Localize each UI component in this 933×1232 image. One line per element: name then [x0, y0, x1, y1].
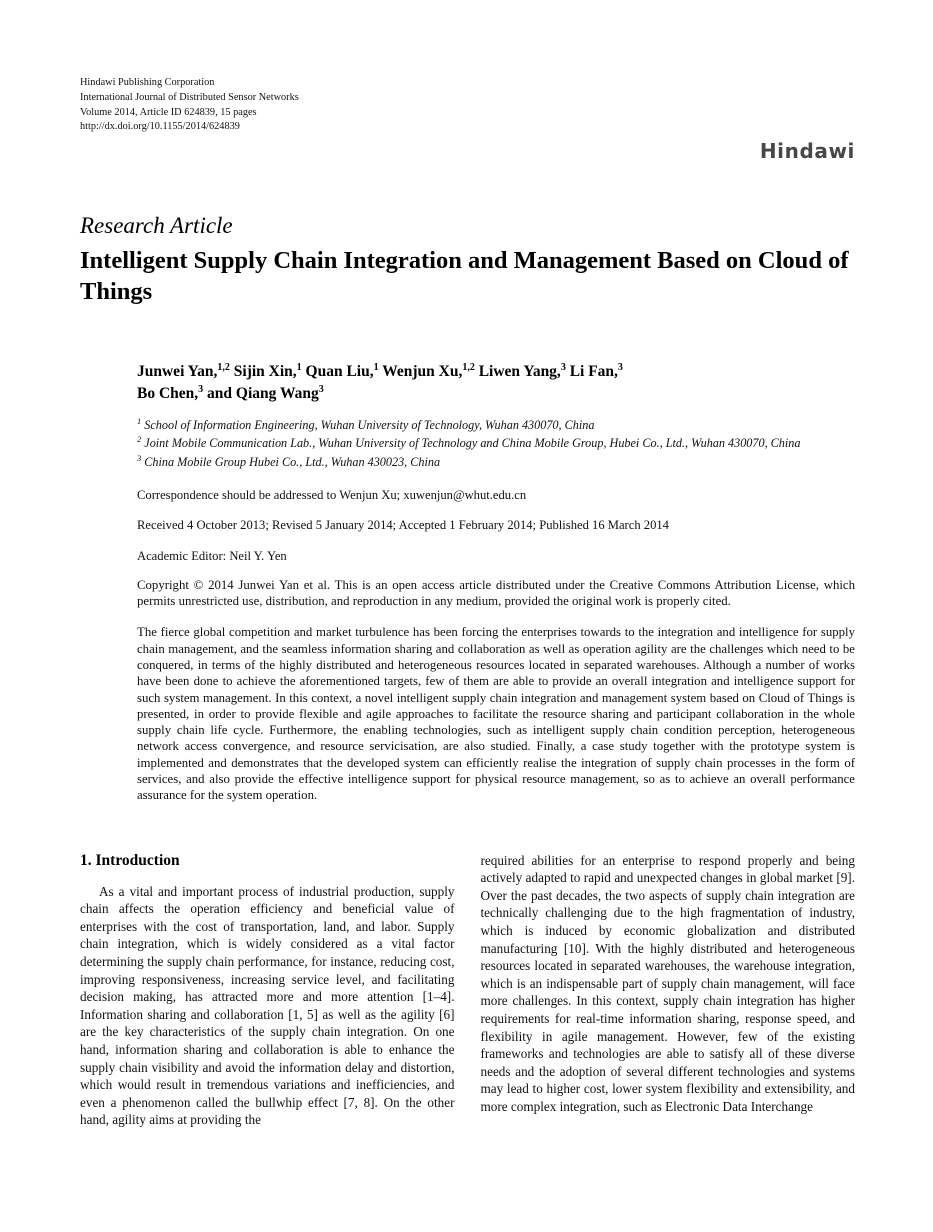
author-affiliation-ref: 1	[373, 362, 379, 374]
affiliation-list	[137, 416, 855, 471]
author-name: Li Fan,	[565, 363, 618, 381]
doi-link[interactable]: http://dx.doi.org/10.1155/2014/624839	[80, 121, 240, 133]
author-affiliation-ref: 3	[560, 362, 566, 374]
author-name: Liwen Yang,	[474, 363, 561, 381]
author-affiliation-ref: 1	[296, 362, 302, 374]
intro-paragraph-right: required abilities for an enterprise to respond properly and being actively adapted to rapid and unexpected changes in global market [9]. Over the past decades, the two aspects of supply chain integration are technically challenging due to the high fragmentation of industry, which is induced by economic globalization and distributed manufacturing [10]. With the highly distributed and heterogeneous resources located in separated warehouses, the warehouse integration, which is an indispensable part of supply chain management, will face more challenges. In this context, supply chain integration has higher requirements for real-time information sharing, response speed, and flexibility in agile management. However, few of the existing frameworks and technologies are able to satisfy all of these diverse needs and the adoption of several different technologies and systems may lead to higher cost, lower system flexibility and extensibility, and more complex integration, such as Electronic Data Interchange	[480, 852, 855, 1114]
author-name: and Qiang Wang	[203, 384, 319, 402]
copyright-text: Copyright © 2014 Junwei Yan et al. This is an open access article distributed under the Creative Commons Attribution License, which permits unrestricted use, distribution, and reproduction in any medium, provided the original work is properly cited.	[137, 577, 855, 609]
intro-paragraph-left: As a vital and important process of industrial production, supply chain affects the operation efficiency and beneficial value of enterprises with the cost of transportation, land, and labor. Supply chain integration, which is widely considered as a vital factor determining the supply chain performance, for instance, reducing cost, improving responsiveness, increasing service level, and facilitating decision making, has attracted more and more attention [1–4]. Information sharing and collaboration [1, 5] as well as the agility [6] are the key characteristics of the supply chain integration. On one hand, information sharing and collaboration is able to enhance the supply chain visibility and avoid the information delay and distortion, which would result in tremendous variations and inefficiencies, and even a phenomenon called the bullwhip effect [7, 8]. On the other hand, agility aims at providing the	[80, 883, 455, 1128]
author-affiliation-ref: 1,2	[217, 362, 230, 374]
history-line: Received 4 October 2013; Revised 5 January 2014; Accepted 1 February 2014; Published 16 March 2014	[137, 517, 669, 532]
author-affiliation-ref: 3	[318, 383, 324, 395]
body-columns	[80, 852, 855, 1129]
hindawi-logo: Hindawi	[759, 139, 855, 164]
publisher-name: Hindawi Publishing Corporation	[80, 77, 215, 88]
volume-article-id: Volume 2014, Article ID 624839, 15 pages	[80, 106, 257, 118]
article-title: Intelligent Supply Chain Integration and Management Based on Cloud of Things	[80, 247, 849, 306]
affiliation-line: $^1$ School of Information Engineering, Wuhan University of Technology, Wuhan 430070, China	[137, 416, 595, 433]
correspondence-line: Correspondence should be addressed to Wenjun Xu; xuwenjun@whut.edu.cn	[137, 487, 527, 502]
journal-name: International Journal of Distributed Sensor Networks	[80, 91, 299, 103]
right-column	[481, 852, 856, 1129]
left-column	[80, 852, 455, 1129]
abstract-text: The fierce global competition and market turbulence has been forcing the enterprises towards to the integration and intelligence for supply chain management, and the seamless information sharing and collaboration as well as operation agility are the challenges which need to be conquered, in terms of the highly distributed and heterogeneous resources located in separated warehouses. Although a number of works have been done to achieve the aforementioned targets, few of them are able to provide an overall integration and intelligence support for such system management. In this context, a novel intelligent supply chain integration and management system based on Cloud of Things is presented, in order to provide flexible and agile approaches to facilitate the resource sharing and participant collaboration in the whole supply chain life cycle. Furthermore, the enabling technologies, such as intelligent supply chain condition perception, heterogeneous network access convergence, and resource servicisation, are also studied. Finally, a case study together with the prototype system is implemented and demonstrates that the developed system can efficiently realise the integration of supply chain processes in the form of services, and also provide the effective intelligence support for physical resource management, so as to achieve an overall performance assurance for the system operation.	[137, 625, 855, 803]
affiliation-line: $^3$ China Mobile Group Hubei Co., Ltd., Wuhan 430023, China	[137, 452, 441, 469]
author-name: Bo Chen,	[137, 384, 199, 402]
author-name: Sijin Xin,	[229, 363, 297, 381]
author-name: Junwei Yan,	[137, 363, 218, 381]
logo-row	[80, 139, 855, 163]
author-affiliation-ref: 1,2	[462, 362, 475, 374]
author-name: Quan Liu,	[301, 363, 374, 381]
affiliation-line: $^2$ Joint Mobile Communication Lab., Wuhan University of Technology and China Mobile Group, Hubei Co., Ltd., Wuhan 430070, China	[137, 434, 801, 451]
article-type-label: Research Article	[80, 213, 233, 239]
author-name: Wenjun Xu,	[378, 363, 463, 381]
section-heading-introduction: 1. Introduction	[80, 851, 180, 869]
editor-line: Academic Editor: Neil Y. Yen	[137, 548, 287, 563]
author-affiliation-ref: 3	[198, 383, 204, 395]
author-line	[137, 361, 855, 404]
publisher-info	[80, 76, 855, 135]
author-affiliation-ref: 3	[617, 362, 623, 374]
